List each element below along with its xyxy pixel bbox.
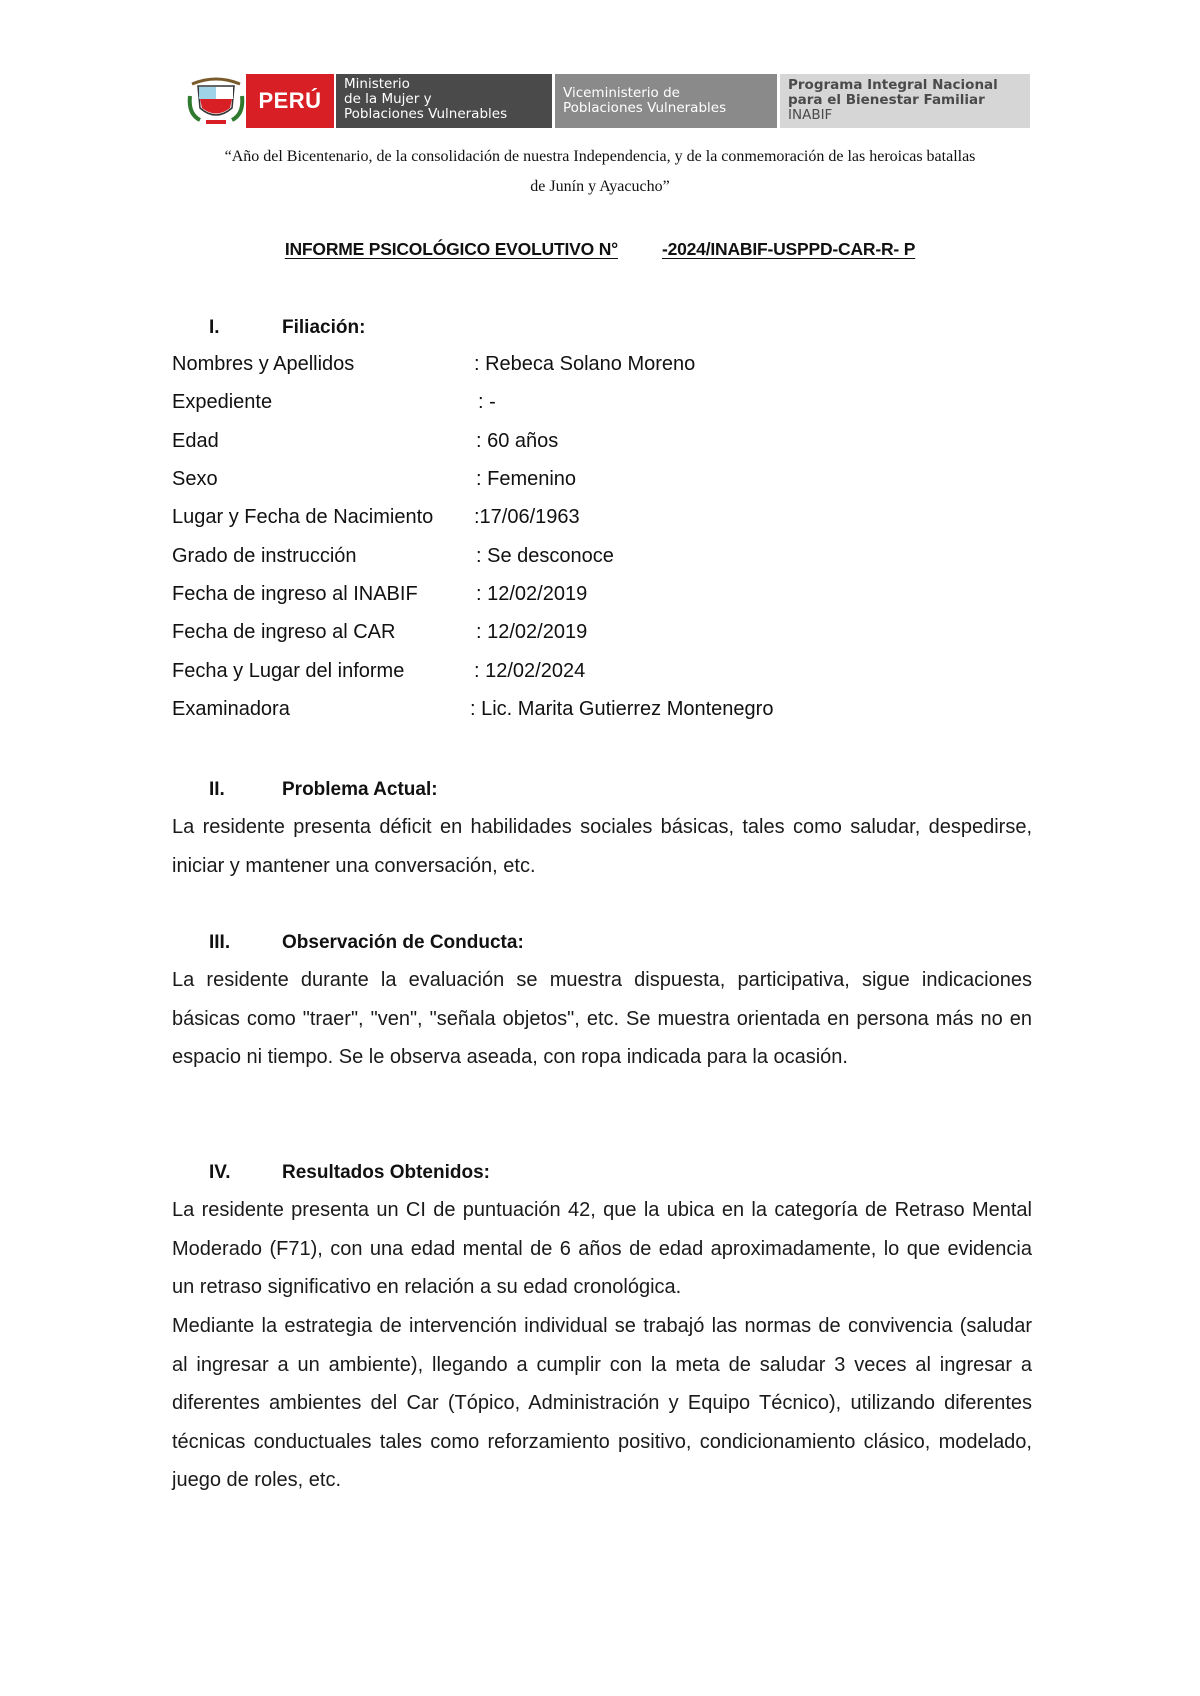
field-value: : Femenino — [476, 468, 577, 490]
program-line: para el Bienestar Familiar — [788, 92, 985, 108]
field-label: Fecha de ingreso al CAR — [172, 621, 396, 643]
ministry-line: de la Mujer y — [344, 91, 432, 107]
report-title-part-1: INFORME PSICOLÓGICO EVOLUTIVO N° — [284, 239, 618, 259]
section-title: Observación de Conducta: — [282, 932, 524, 953]
coat-of-arms-icon — [186, 74, 246, 128]
field-value: : Rebeca Solano Moreno — [474, 353, 696, 375]
vice-ministry-logo-box — [555, 74, 777, 128]
field-label: Fecha y Lugar del informe — [172, 660, 405, 682]
program-line: INABIF — [788, 107, 833, 123]
observacion-paragraph: La residente durante la evaluación se muestra dispuesta, participativa, sigue indicaciones básicas como "traer", "ven", "señala objetos", etc. Se muestra orientada en persona más no en espacio ni tiempo. Se le observa aseada, con ropa indicada para la ocasión. — [172, 969, 1032, 1068]
section-number: II. — [209, 779, 225, 800]
program-line: Programa Integral Nacional — [788, 77, 998, 93]
field-value: : 12/02/2019 — [476, 621, 588, 643]
year-motto — [160, 142, 1040, 202]
field-label: Nombres y Apellidos — [172, 353, 355, 375]
vice-ministry-line: Viceministerio de — [563, 85, 680, 101]
field-value: : 12/02/2019 — [476, 583, 588, 605]
field-label: Expediente — [172, 391, 273, 413]
peru-logo-text: PERÚ — [258, 88, 322, 113]
field-value: : Se desconoce — [476, 545, 614, 567]
year-motto-line-1: “Año del Bicentenario, de la consolidación de nuestra Independencia, y de la conmemoración de las heroicas batallas — [224, 148, 976, 165]
section-title: Resultados Obtenidos: — [282, 1162, 490, 1183]
section-title: Problema Actual: — [282, 779, 438, 800]
field-value: :17/06/1963 — [474, 506, 580, 528]
section-number: III. — [209, 932, 231, 953]
field-value: : 12/02/2024 — [474, 660, 586, 682]
field-value: : Lic. Marita Gutierrez Montenegro — [470, 698, 774, 720]
field-value: : 60 años — [476, 430, 559, 452]
institutional-logo-band — [186, 74, 1030, 128]
problema-actual-paragraph: La residente presenta déficit en habilidades sociales básicas, tales como saludar, despedirse, iniciar y mantener una conversación, etc. — [172, 816, 1032, 877]
resultados-paragraph-1: La residente presenta un CI de puntuación 42, que la ubica en la categoría de Retraso Mental Moderado (F71), con una edad mental de 6 años de edad aproximadamente, lo que evidencia un retraso significativo en relación a su edad cronológica. — [172, 1199, 1032, 1298]
field-label: Edad — [172, 430, 219, 452]
field-label: Sexo — [172, 468, 218, 490]
section-number: I. — [209, 317, 220, 338]
year-motto-line-2: de Junín y Ayacucho” — [530, 178, 670, 195]
ministry-line: Poblaciones Vulnerables — [344, 106, 508, 122]
ministry-line: Ministerio — [344, 76, 410, 92]
report-title-part-2: -2024/INABIF-USPPD-CAR-R- P — [661, 239, 916, 259]
report-title — [0, 239, 1200, 260]
field-label: Examinadora — [172, 698, 290, 720]
vice-ministry-line: Poblaciones Vulnerables — [563, 100, 727, 116]
ministry-logo-box — [336, 74, 552, 128]
field-label: Grado de instrucción — [172, 545, 357, 567]
field-value: : - — [478, 391, 496, 413]
section-number: IV. — [209, 1162, 231, 1183]
field-label: Lugar y Fecha de Nacimiento — [172, 506, 434, 528]
program-logo-box — [780, 74, 1030, 128]
resultados-paragraph-2: Mediante la estrategia de intervención individual se trabajó las normas de convivencia (saludar al ingresar a un ambiente), llegando a cumplir con la meta de saludar 3 veces al ingresar a diferentes ambientes del Car (Tópico, Administración y Equipo Técnico), utilizando diferentes técnicas conductuales tales como reforzamiento positivo, condicionamiento clásico, modelado, juego de roles, etc. — [172, 1315, 1032, 1491]
section-title: Filiación: — [282, 317, 366, 338]
field-label: Fecha de ingreso al INABIF — [172, 583, 418, 605]
peru-logo-box — [246, 74, 334, 128]
